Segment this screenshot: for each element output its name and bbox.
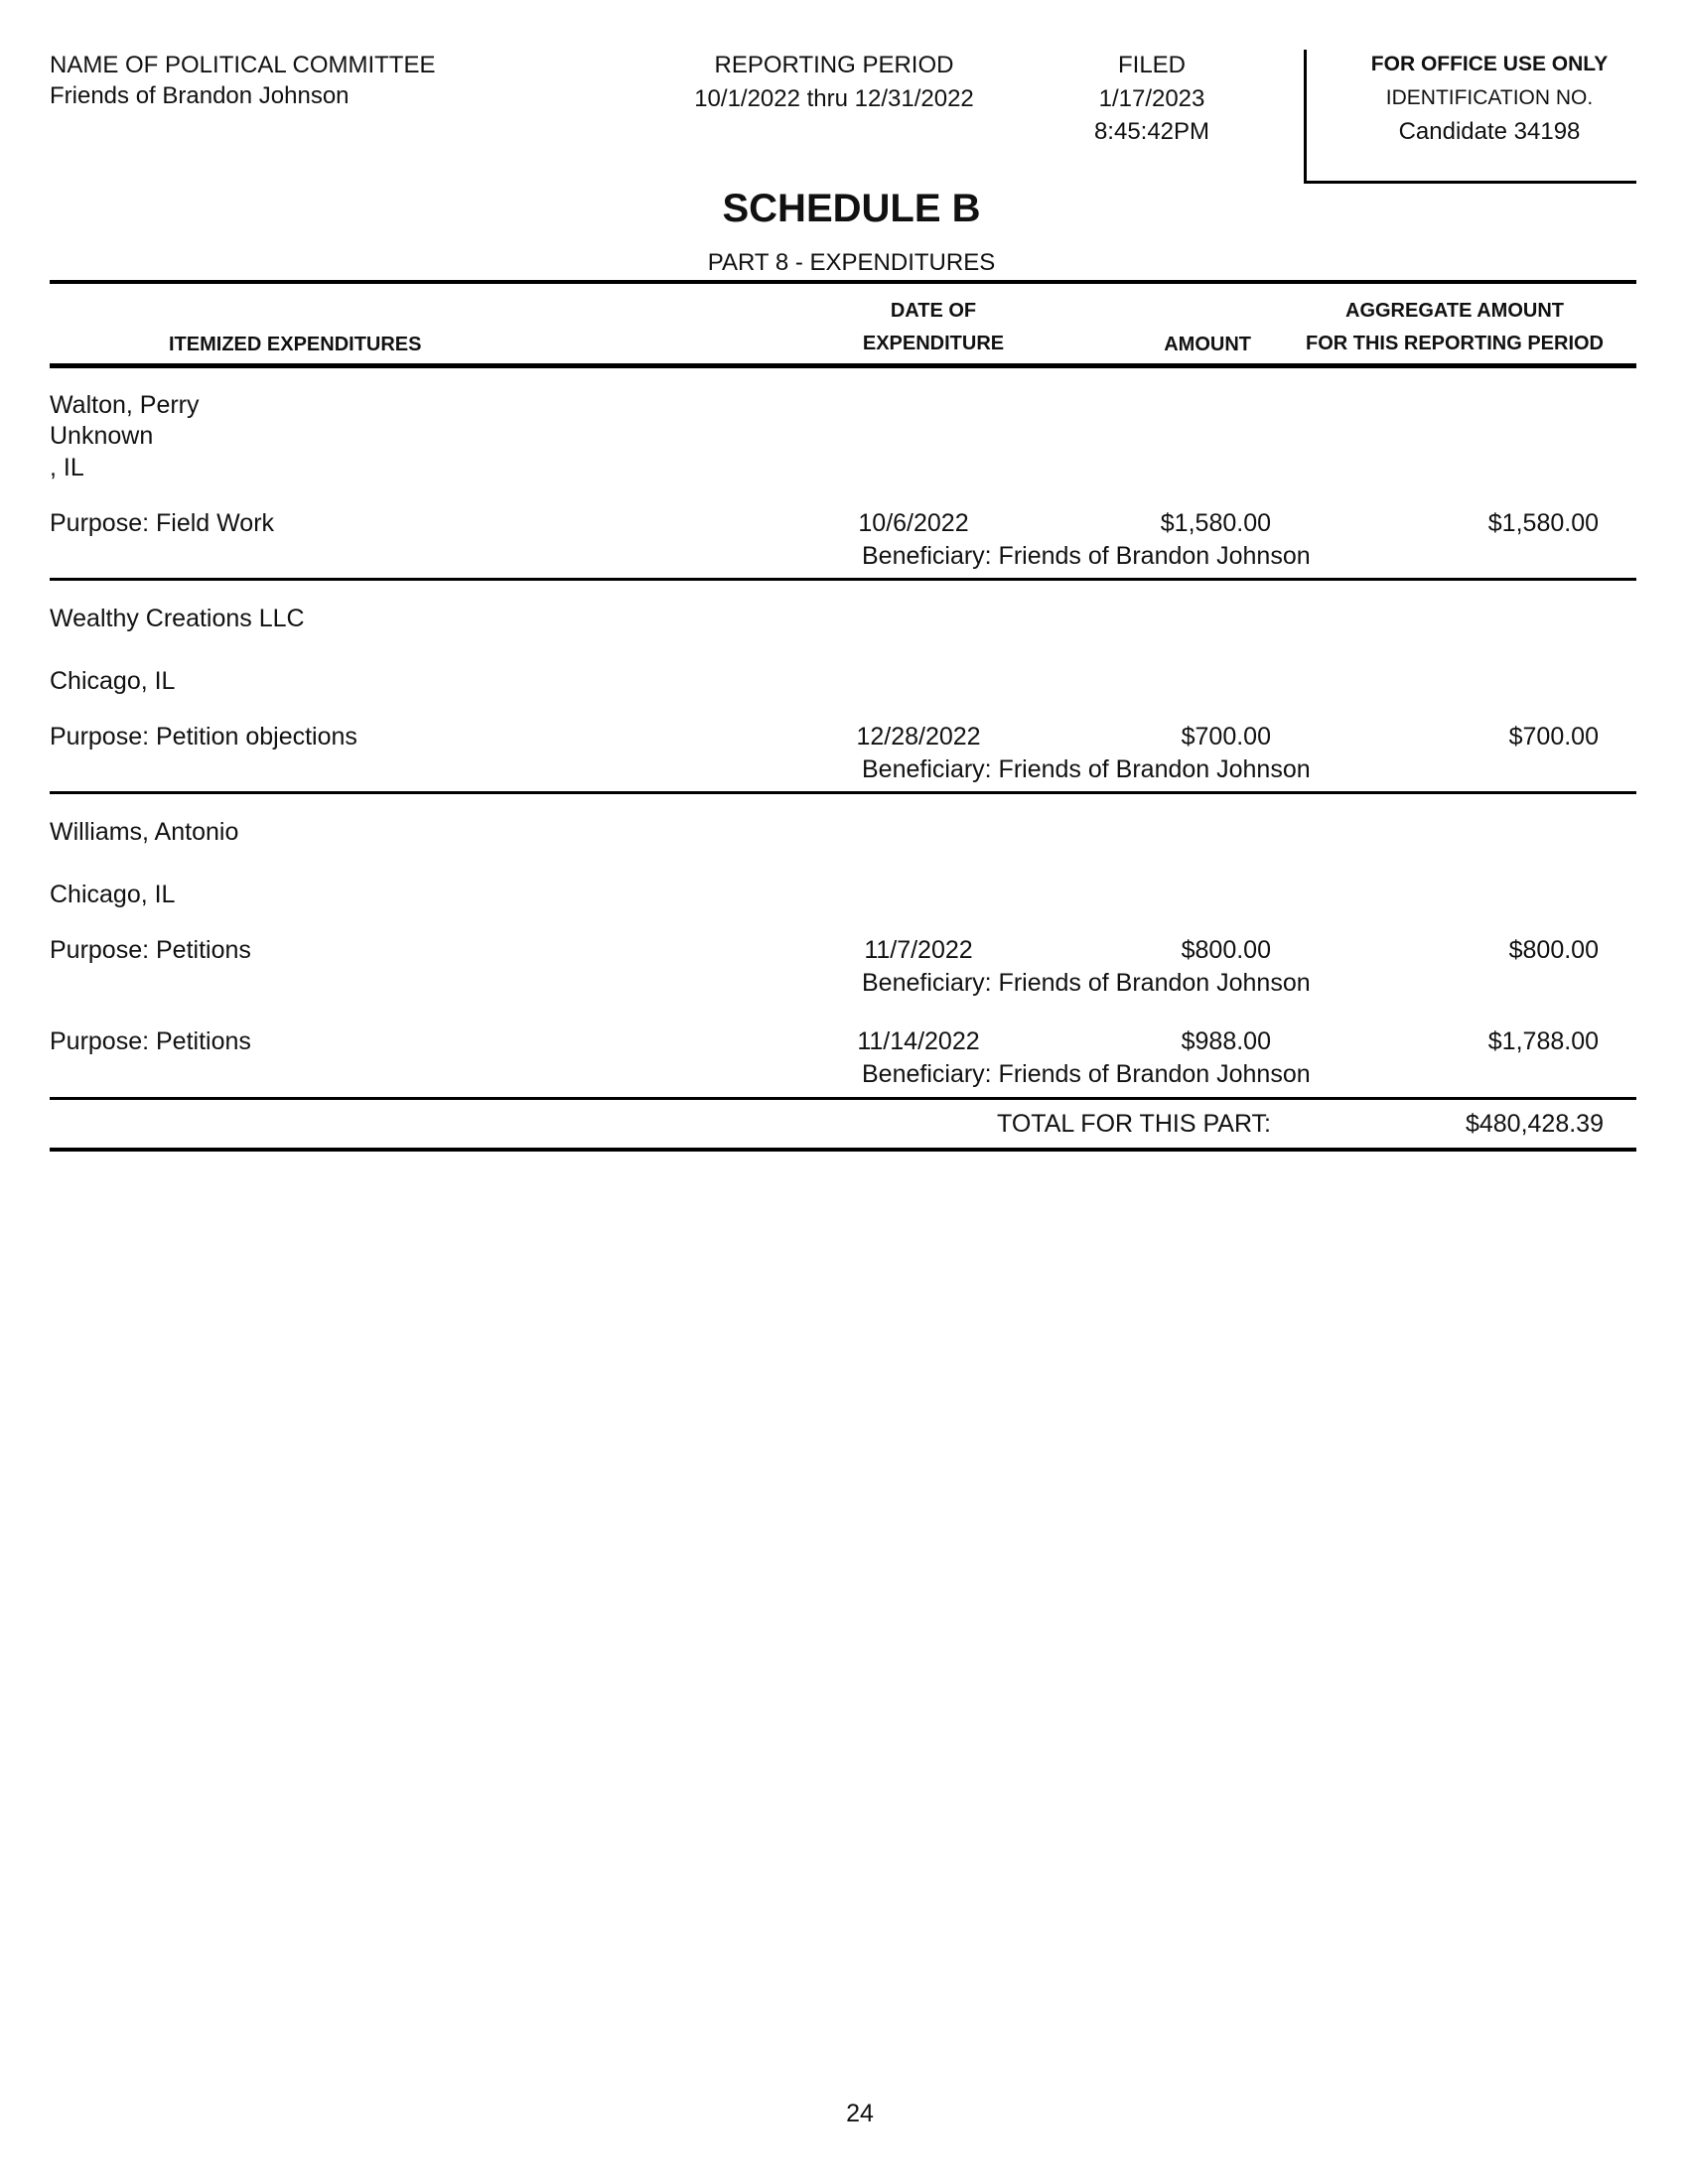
expenditure-purpose: Purpose: Petitions <box>50 936 251 964</box>
schedule-part: PART 8 - EXPENDITURES <box>707 249 996 276</box>
beneficiary: Beneficiary: Friends of Brandon Johnson <box>862 1060 1311 1088</box>
payee-city-state: Chicago, IL <box>50 881 176 908</box>
expenditure-aggregate: $1,580.00 <box>1487 509 1599 537</box>
header-top-rule <box>50 280 1636 284</box>
expenditure-amount: $988.00 <box>1181 1027 1271 1055</box>
entry-divider <box>50 578 1636 581</box>
col-aggregate-amount: AGGREGATE AMOUNT <box>1345 300 1564 322</box>
expenditure-date: 12/28/2022 <box>856 723 981 751</box>
committee-label: NAME OF POLITICAL COMMITTEE <box>50 52 436 78</box>
col-for-this-reporting-period: FOR THIS REPORTING PERIOD <box>1305 333 1605 354</box>
col-itemized-expenditures: ITEMIZED EXPENDITURES <box>169 334 422 355</box>
payee-city-state: Chicago, IL <box>50 667 176 695</box>
header-bottom-rule <box>50 363 1636 368</box>
schedule-title: SCHEDULE B <box>722 187 981 230</box>
expenditure-purpose: Purpose: Petition objections <box>50 723 357 751</box>
total-top-rule <box>50 1097 1636 1100</box>
col-expenditure: EXPENDITURE <box>862 333 1005 354</box>
expenditure-aggregate: $700.00 <box>1508 723 1599 751</box>
expenditure-amount: $700.00 <box>1181 723 1271 751</box>
beneficiary: Beneficiary: Friends of Brandon Johnson <box>862 969 1311 997</box>
expenditure-date: 11/14/2022 <box>857 1027 980 1055</box>
col-date-of: DATE OF <box>890 300 977 322</box>
entry-divider <box>50 791 1636 794</box>
expenditure-purpose: Purpose: Petitions <box>50 1027 251 1055</box>
payee-address: Unknown <box>50 422 154 450</box>
beneficiary: Beneficiary: Friends of Brandon Johnson <box>862 755 1311 783</box>
payee-name: Wealthy Creations LLC <box>50 605 305 632</box>
identification-value: Candidate 34198 <box>1398 118 1581 145</box>
total-bottom-rule <box>50 1148 1636 1152</box>
expenditure-aggregate: $1,788.00 <box>1487 1027 1599 1055</box>
payee-name: Walton, Perry <box>50 391 200 419</box>
col-amount: AMOUNT <box>1164 334 1251 355</box>
reporting-period-label: REPORTING PERIOD <box>714 52 954 78</box>
expenditure-purpose: Purpose: Field Work <box>50 509 275 537</box>
expenditure-date: 10/6/2022 <box>858 509 969 537</box>
committee-name: Friends of Brandon Johnson <box>50 82 350 109</box>
beneficiary: Beneficiary: Friends of Brandon Johnson <box>862 542 1311 570</box>
total-value: $480,428.39 <box>1465 1110 1604 1138</box>
filed-date: 1/17/2023 <box>1098 85 1205 112</box>
expenditure-amount: $800.00 <box>1181 936 1271 964</box>
payee-city-state: , IL <box>50 454 84 481</box>
expenditure-aggregate: $800.00 <box>1508 936 1599 964</box>
identification-label: IDENTIFICATION NO. <box>1385 86 1594 109</box>
filed-time: 8:45:42PM <box>1093 118 1210 145</box>
reporting-period-value: 10/1/2022 thru 12/31/2022 <box>694 85 974 112</box>
total-label: TOTAL FOR THIS PART: <box>997 1110 1271 1138</box>
office-use-label: FOR OFFICE USE ONLY <box>1370 53 1609 75</box>
payee-name: Williams, Antonio <box>50 818 239 846</box>
expenditure-date: 11/7/2022 <box>864 936 973 964</box>
expenditure-amount: $1,580.00 <box>1160 509 1271 537</box>
page-number: 24 <box>846 2100 874 2127</box>
filed-label: FILED <box>1117 52 1186 78</box>
